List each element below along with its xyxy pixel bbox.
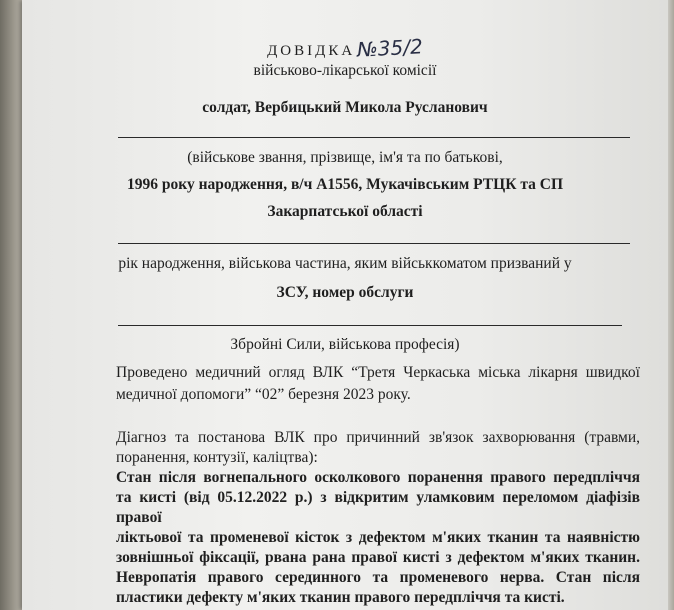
diag-bold-6: пластики дефекту м'яких тканин правого передпліччя та кисті. xyxy=(116,589,565,606)
service-line: ЗСУ, номер обслуги xyxy=(276,284,414,301)
service-caption: Збройні Сили, військова професія) xyxy=(230,336,460,353)
underline-3 xyxy=(118,325,622,326)
exam-line-2: медичної допомоги” “02” березня 2023 року. xyxy=(116,386,411,403)
diag-bold-1: Стан після вогнепального осколкового поранення правого передпліччя xyxy=(116,469,640,486)
name-caption: (військове звання, прізвище, ім'я та по батькові, xyxy=(187,149,503,166)
exam-line-1: Проведено медичний огляд ВЛК “Третя Черкаська міська лікарня швидкої xyxy=(116,364,640,381)
diagnosis-paragraph xyxy=(116,428,640,608)
diag-bold-4: зовнішньої фіксації, рвана рана правої кисті з дефектом м'яких тканин. xyxy=(116,549,640,566)
diag-line-2: поранення, контузії, каліцтва): xyxy=(116,449,318,466)
diag-bold-5: Невропатія правого серединного та променевого нерва. Стан після xyxy=(116,569,640,586)
birth-caption: рік народження, військова частина, яким військкоматом призваний у xyxy=(118,255,572,272)
handwritten-number: №35/2 xyxy=(356,34,424,62)
background-surface xyxy=(0,0,22,610)
diag-line-1: Діагноз та постанова ВЛК про причинний зв'язок захворювання (травми, xyxy=(116,429,640,446)
birth-line-2: Закарпатської області xyxy=(267,203,423,220)
document-title xyxy=(22,36,668,60)
underline-2 xyxy=(118,243,630,244)
diag-bold-3: ліктьової та променевої кісток з дефектом м'яких тканин та наявністю xyxy=(116,529,640,546)
birth-line-1: 1996 року народження, в/ч А1556, Мукачівським РТЦК та СП xyxy=(127,176,563,193)
page-edge xyxy=(668,0,674,610)
title-text: ДОВІДКА xyxy=(267,43,356,59)
diag-bold-2: та кисті (від 05.12.2022 р.) з відкритим уламковим переломом діафізів правої xyxy=(116,489,640,526)
exam-paragraph xyxy=(116,363,640,405)
soldier-name: солдат, Вербицький Микола Русланович xyxy=(202,99,488,116)
underline-1 xyxy=(118,137,630,138)
document-subtitle: військово-лікарської комісії xyxy=(253,62,437,79)
